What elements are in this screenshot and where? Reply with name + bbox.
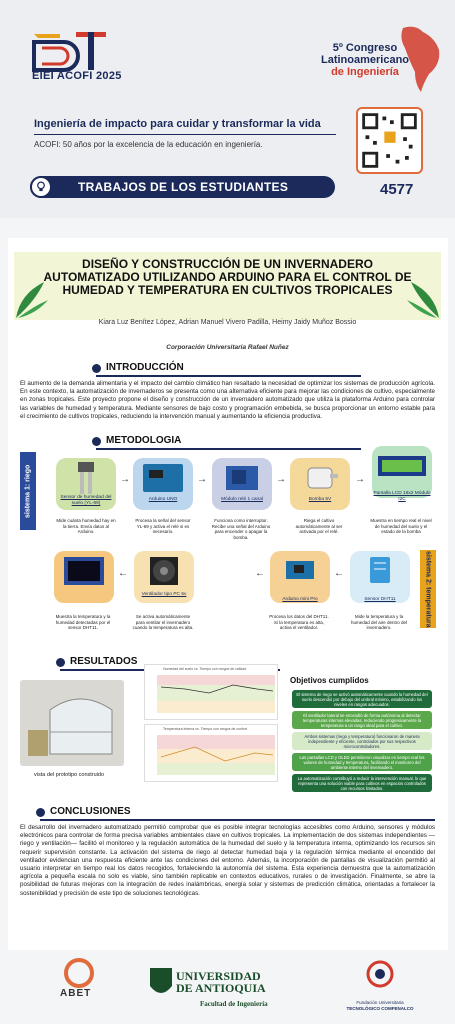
card-oled (54, 551, 114, 603)
card-desc: Mide cuánta humedad hay en la tierra. Envía datos al Arduino. (56, 518, 116, 534)
udea-name (176, 970, 266, 994)
method-title: METODOLOGIA (106, 435, 182, 446)
authors: Kiara Luz Benítez López, Adrian Manuel Vivero Padilla, Heimy Jaidy Muñoz Bossio (98, 319, 357, 326)
objective-item: El sistema de riego se activó automáticamente cuando la humedad del suelo descendió por debajo del umbral mínimo, estabilizando los niveles en rangos adecuados. (292, 690, 432, 708)
results-title: RESULTADOS (70, 656, 138, 667)
card-label: Sensor de humedad del suelo (YL-69) (60, 495, 112, 506)
relay-icon (212, 458, 272, 498)
udea-line2: DE ANTIOQUIA (176, 981, 266, 995)
arrow-left-icon: ← (334, 568, 344, 579)
oled-icon (54, 551, 114, 591)
card-desc: Procesa los datos del DHT11. Si la temperatura es alta, activa el ventilador. (269, 614, 329, 630)
soil-humidity-chart (144, 664, 278, 720)
banner-text: TRABAJOS DE LOS ESTUDIANTES (78, 180, 289, 194)
card-label: Arduino mini Pro (282, 597, 318, 602)
temperature-chart (144, 724, 278, 782)
objective-item: Ambos sistemas (riego y temperatura) funcionaron de manera independiente y eficiente, controlados por sus respectivos microcontroladores. (292, 732, 432, 750)
arrow-left-icon: ← (118, 568, 128, 579)
greenhouse-icon (20, 680, 124, 766)
tagline: Ingeniería de impacto para cuidar y transformar la vida (34, 118, 321, 130)
card-desc: Riega el cultivo automáticamente al ser activada por el relé. (295, 518, 343, 534)
card-label: Pantalla LCD 16x2 Módulo I2C (373, 491, 431, 502)
work-code: 4577 (380, 181, 414, 198)
section-divider (96, 375, 361, 377)
poster-title: DISEÑO Y CONSTRUCCIÓN DE UN INVERNADERO AUTOMATIZADO UTILIZANDO ARDUINO PARA EL CONTROL DE HUMEDAD Y TEMPERATURA EN CULTIVOS TROPICALES (43, 257, 412, 297)
card-label: Arduino UNO (148, 497, 178, 502)
soil-sensor-icon (56, 458, 116, 498)
udea-faculty: Facultad de Ingeniería (200, 1000, 268, 1008)
prototype-photo (20, 680, 124, 766)
card-dht11 (350, 551, 410, 603)
lightbulb-icon (30, 176, 52, 198)
conclusions-text: El desarrollo del invernadero automatizado permitió comprobar que es posible integrar tecnologías accesibles como Arduino, sensores y módulos electrónicos para controlar de forma precisa variables ambientales clave en cultivos tropicales. La implementación de dos sistemas independientes —riego y ventilación— facilitó el monitoreo y la regulación automática de la humedad del suelo y la temperatura interna, optimizando los recursos sin requerir supervisión constante. La activación del sistema de riego al detectar humedad baja y la regulación térmica mediante el encendido del ventilador evidencian una respuesta eficiente ante las condiciones del entorno. Además, la incorporación de pantallas de visualización permitió al usuario interpretar en tiempo real los datos recogidos, fortaleciendo la autonomía del sistema. Esta experiencia demuestra que la automatización agrícola a pequeña escala no solo es viable, sino también replicable en contextos educativos, rurales o de investigación. Finalmente, se abre la posibilidad de futuras mejoras con la integración de redes inalámbricas, energía solar y sistemas de predicción climática, orientadas a fortalecer la sostenibilidad y precisión de este tipo de soluciones tecnológicas. (20, 824, 435, 897)
section-dot (92, 437, 101, 446)
card-label: Sensor DHT11 (364, 597, 396, 602)
arrow-right-icon: → (355, 474, 365, 485)
system2-label: sistema 2: temperatura (420, 550, 436, 628)
comfenalco-name (330, 1000, 430, 1012)
arduino-mini-icon (270, 551, 330, 591)
chart-plot (145, 725, 279, 783)
arrow-right-icon: → (276, 474, 286, 485)
tec-line2: TECNOLÓGICO COMFENALCO (346, 1006, 414, 1011)
card-desc: Muestra en tiempo real el nivel de humedad del suelo y el estado de la bomba (370, 518, 432, 534)
card-desc: Funciona como interruptor. Recibe una señal del Arduino para encender o apagar la bomba. (211, 518, 271, 540)
card-desc: Procesa la señal del sensor YL-69 y activa el relé si es necesario. (135, 518, 191, 534)
latam-map-icon (395, 24, 445, 94)
tagline-divider (34, 134, 336, 135)
system1-label: sistema 1: riego (20, 452, 36, 530)
arrow-left-icon: ← (255, 568, 265, 579)
conclusions-title: CONCLUSIONES (50, 806, 131, 817)
pump-icon (290, 458, 350, 498)
tec-line1: Fundación Universitaria (356, 1000, 404, 1005)
fan-icon (134, 551, 194, 591)
section-dot (36, 808, 45, 817)
card-label: Módulo relé 1 canal (221, 497, 263, 502)
card-label: Bomba 5V (308, 497, 332, 502)
congress-line2: Latinoamericano (320, 54, 410, 66)
chart-title: Humedad del suelo vs. Tiempo con rangos de calidad (163, 667, 247, 671)
section-divider (96, 448, 361, 450)
dht11-icon (350, 551, 410, 591)
card-desc: Se activa automáticamente para ventilar el invernadero cuando la temperatura es alta. (132, 614, 194, 630)
congress-line1: 5º Congreso (332, 42, 398, 54)
card-label: Ventilador tipo PC 5v (141, 592, 187, 597)
intro-title: INTRODUCCIÓN (106, 362, 184, 373)
qr-code-icon[interactable] (356, 107, 423, 174)
lcd-icon (372, 446, 432, 486)
udea-seal-icon (148, 966, 174, 1000)
section-dot (56, 658, 65, 667)
card-desc: Muestra la temperatura y la humedad detectadas por el sensor DHT11. (55, 614, 111, 630)
section-dot (92, 364, 101, 373)
arduino-icon (133, 458, 193, 498)
congress-line3: de Ingeniería (331, 66, 399, 78)
arrow-right-icon: → (197, 474, 207, 485)
comfenalco-logo-icon (366, 960, 394, 988)
photo-caption: vista del prototipo construido (34, 772, 105, 778)
affiliation: Corporación Universitaria Rafael Nuñez (166, 344, 289, 351)
subtagline: ACOFI: 50 años por la excelencia de la educación en ingeniería. (34, 140, 263, 149)
event-name: EIEI ACOFI 2025 (32, 70, 122, 82)
arrow-right-icon: → (120, 474, 130, 485)
chart-title: Temperatura interna vs. Tiempo con rangos de confort (163, 727, 248, 731)
card-desc: Mide la temperatura y la humedad del aire dentro del invernadero. (350, 614, 408, 630)
intro-text: El aumento de la demanda alimentaria y el impacto del cambio climático han resaltado la necesidad de optimizar los sistemas de producción agrícola. En este contexto, la automatización de invernaderos se presenta como una alternativa eficiente para mejorar las condiciones de cultivo, especialmente en zonas tropicales. Este proyecto propone el diseño y construcción de un invernadero automatizado que utiliza la plataforma Arduino para controlar las variables de humedad y temperatura. Mediante sensores de bajo costo y programación embebida, se busca proporcionar un entorno estable para el crecimiento de cultivos tropicales, reduciendo la intervención manual y aumentando la eficiencia productiva. (20, 380, 435, 420)
objectives-title: Objetivos cumplidos (290, 676, 369, 685)
objective-item: Las pantallas LCD y OLED permitieron visualizar en tiempo real los valores de humedad y temperatura, facilitando el monitoreo del ambiente interno del invernadero. (292, 753, 432, 771)
objective-item: La automatización contribuyó a reducir la intervención manual, lo que representa una solución viable para cultivos en espacios controlados con recursos limitados. (292, 774, 432, 792)
section-divider (40, 819, 435, 821)
card-arduino-mini (270, 551, 330, 603)
abet-logo-icon (62, 958, 96, 988)
udea-line1: UNIVERSIDAD (176, 969, 261, 983)
objective-item: El ventilador lateral se encendió de forma autónoma al detectar temperaturas internas elevadas, reduciendo progresivamente la temperatura a un rango ideal para el cultivo. (292, 711, 432, 729)
chart-plot (145, 665, 279, 721)
abet-name: ABET (60, 988, 92, 999)
